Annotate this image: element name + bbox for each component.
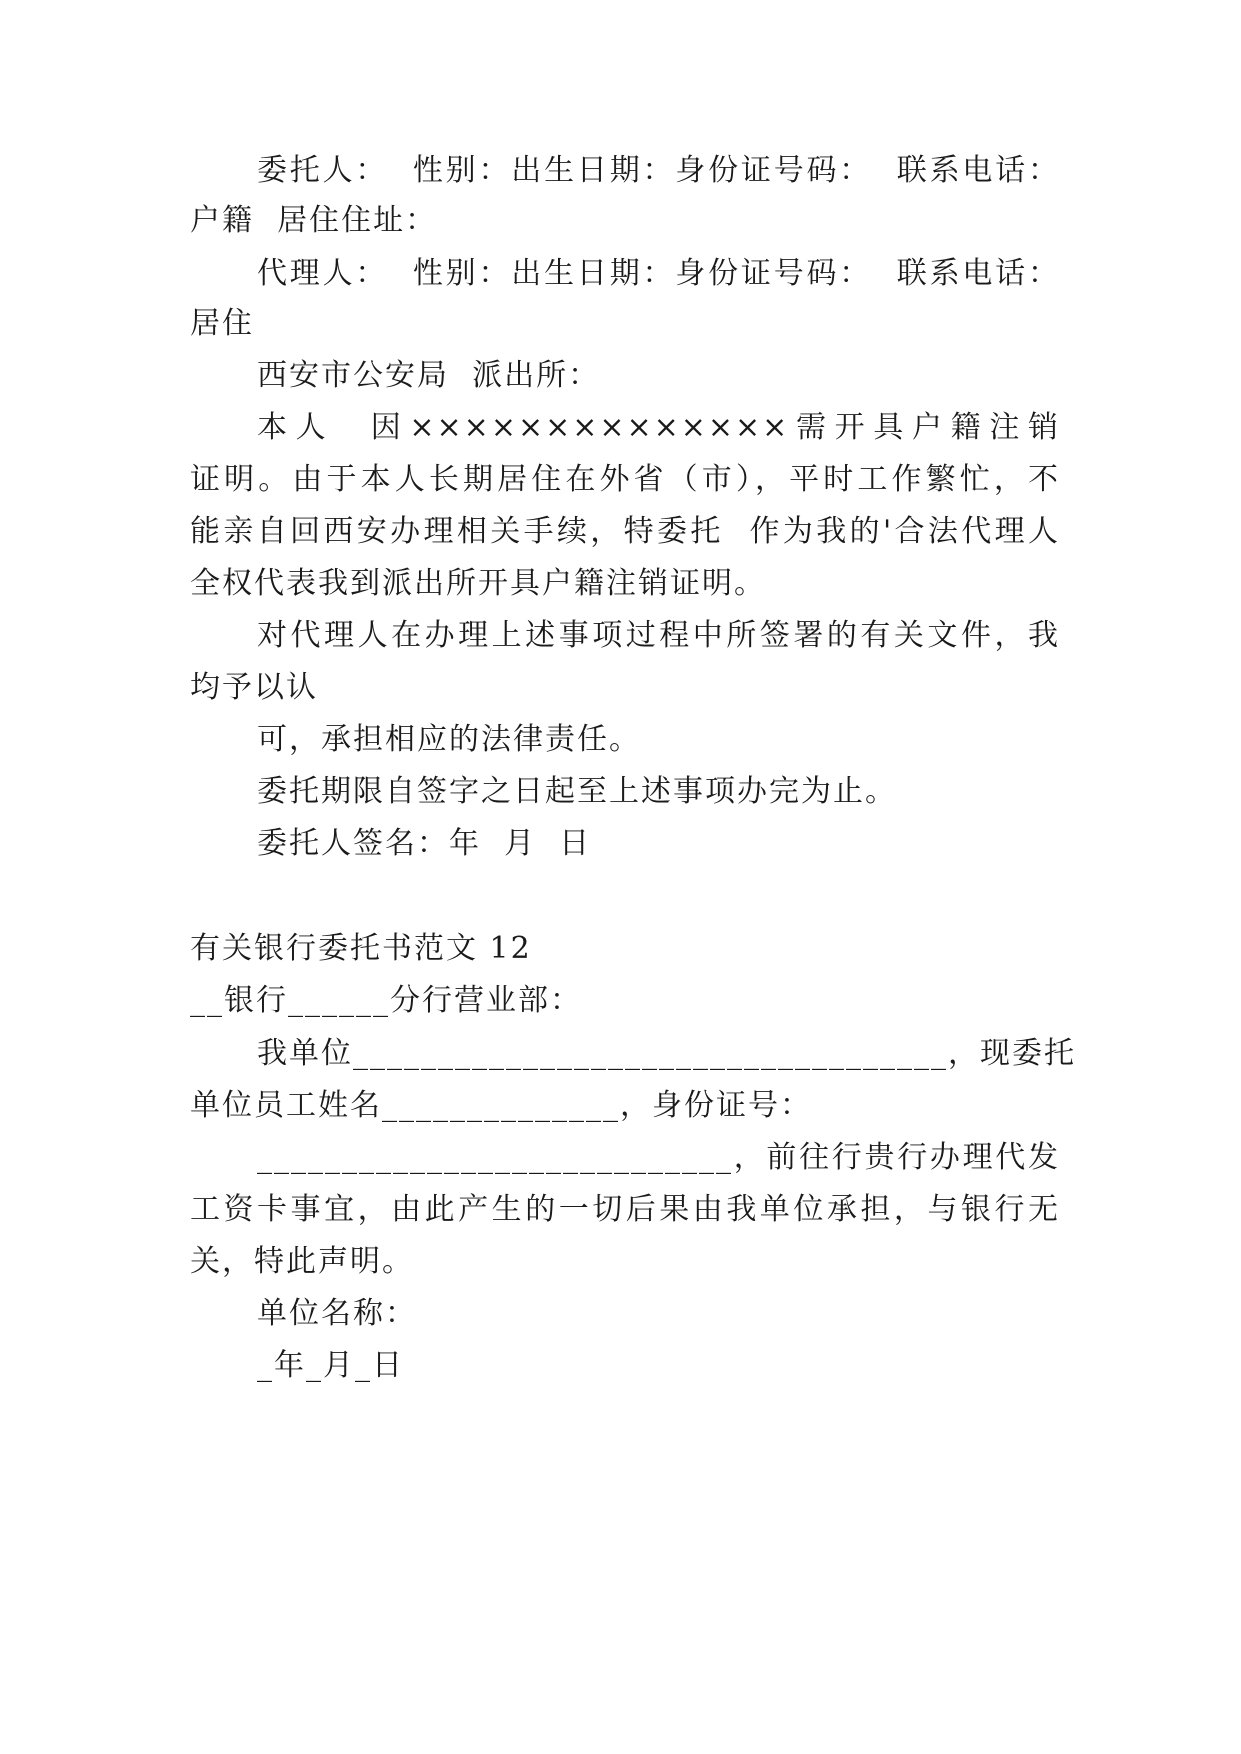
body-paragraph-line: 全权代表我到派出所开具户籍注销证明。 <box>190 566 766 601</box>
bank-body-line: 我单位___________________________________，现委托 <box>257 1036 1076 1071</box>
body-paragraph-line: 可，承担相应的法律责任。 <box>257 722 641 757</box>
body-paragraph-line: 能亲自回西安办理相关手续，特委托 作为我的'合法代理人 <box>190 514 1060 549</box>
agent-address-line: 居住 <box>190 306 254 341</box>
principal-address-line: 户籍 居住住址： <box>190 203 438 238</box>
principal-info-line: 委托人： 性别：出生日期：身份证号码： 联系电话： <box>257 153 1060 188</box>
bank-addressee-line: __银行______分行营业部： <box>190 983 582 1018</box>
signature-line: 委托人签名：年 月 日 <box>257 826 592 861</box>
body-paragraph-line: 证明。由于本人长期居住在外省（市），平时工作繁忙，不 <box>190 462 1060 497</box>
body-paragraph-line: 均予以认 <box>190 670 318 705</box>
bank-body-line: 单位员工姓名______________，身份证号： <box>190 1088 812 1123</box>
bank-body-line: 关，特此声明。 <box>190 1244 414 1279</box>
section-title: 有关银行委托书范文 12 <box>190 931 532 966</box>
bank-body-line: ____________________________，前往行贵行办理代发 <box>257 1140 1060 1175</box>
date-line: _年_月_日 <box>257 1348 404 1383</box>
addressee-line: 西安市公安局 派出所： <box>257 358 601 393</box>
bank-body-line: 工资卡事宜，由此产生的一切后果由我单位承担，与银行无 <box>190 1192 1060 1227</box>
body-paragraph-line: 本人 因××××××××××××××需开具户籍注销 <box>257 410 1060 445</box>
unit-name-line: 单位名称： <box>257 1296 417 1331</box>
agent-info-line: 代理人： 性别：出生日期：身份证号码： 联系电话： <box>257 256 1060 291</box>
term-line: 委托期限自签字之日起至上述事项办完为止。 <box>257 774 897 809</box>
body-paragraph-line: 对代理人在办理上述事项过程中所签署的有关文件，我 <box>257 618 1060 653</box>
